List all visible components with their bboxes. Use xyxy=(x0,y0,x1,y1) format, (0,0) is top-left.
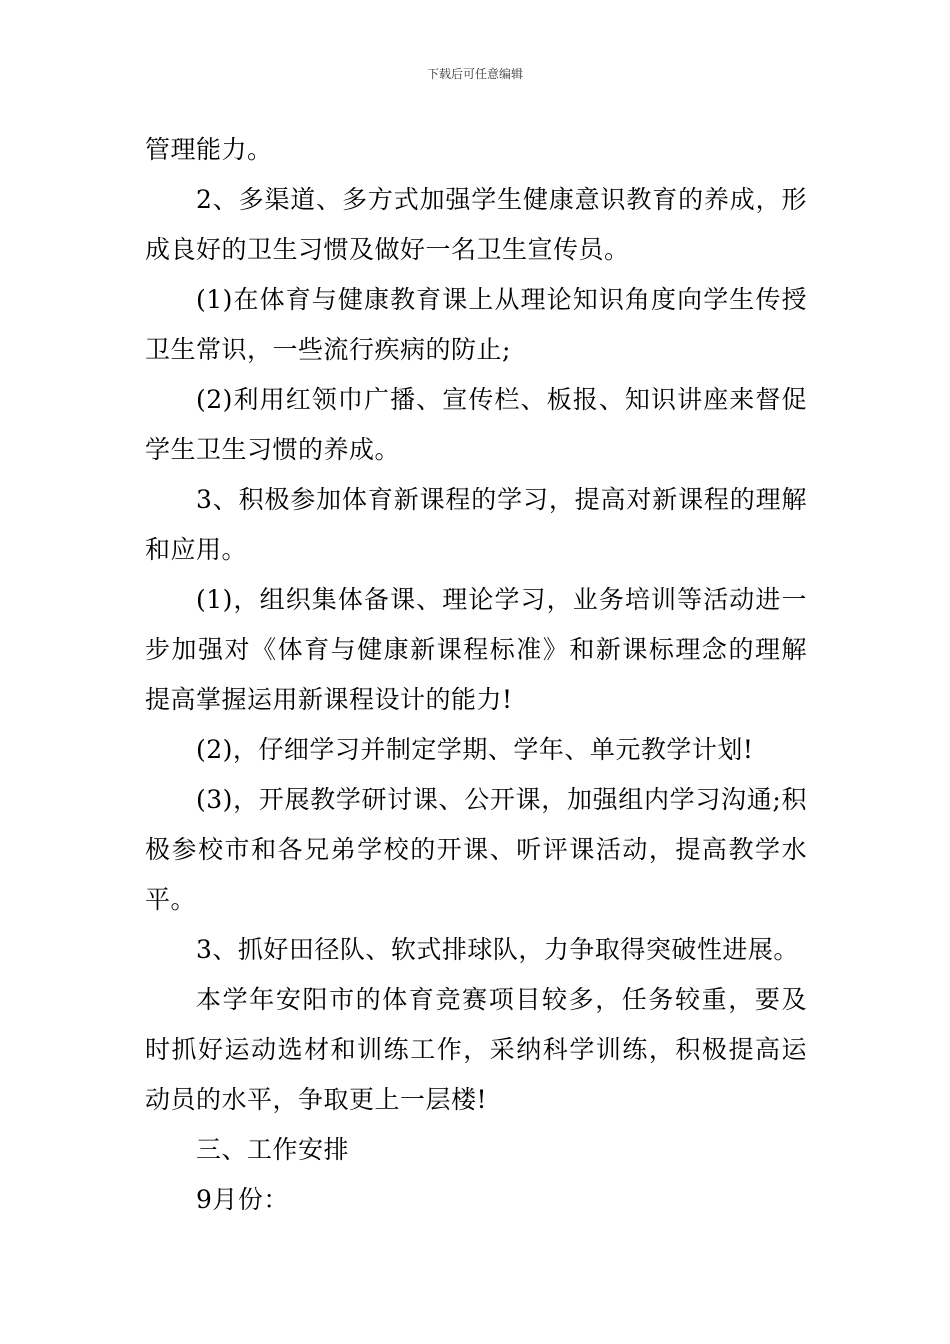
page-header: 下载后可任意编辑 xyxy=(426,67,523,81)
paragraph-subitem-2: (2)利用红领巾广播、宣传栏、板报、知识讲座来督促学生卫生习惯的养成。 xyxy=(145,385,807,464)
paragraph-body: 本学年安阳市的体育竞赛项目较多，任务较重，要及时抓好运动选材和训练工作，采纳科学训练，积极提高运动员的水平，争取更上一层楼! xyxy=(145,985,807,1114)
paragraph-subitem-1: (1)在体育与健康教育课上从理论知识角度向学生传授卫生常识，一些流行疾病的防止; xyxy=(145,285,807,364)
document-body xyxy=(145,125,807,1225)
paragraph-subitem-3b: (3)，开展教学研讨课、公开课，加强组内学习沟通;积极参校市和各兄弟学校的开课、听评课活动，提高教学水平。 xyxy=(145,785,807,914)
month-heading: 9月份： xyxy=(196,1185,289,1214)
paragraph-item-3: 3、积极参加体育新课程的学习，提高对新课程的理解和应用。 xyxy=(145,485,807,564)
paragraph-item-3b: 3、抓好田径队、软式排球队，力争取得突破性进展。 xyxy=(196,935,799,964)
section-heading: 三、工作安排 xyxy=(196,1135,350,1164)
paragraph-subitem-1b: (1)，组织集体备课、理论学习，业务培训等活动进一步加强对《体育与健康新课程标准》和新课标理念的理解提高掌握运用新课程设计的能力! xyxy=(145,585,807,714)
paragraph-continuation: 管理能力。 xyxy=(145,135,273,164)
paragraph-subitem-2b: (2)，仔细学习并制定学期、学年、单元教学计划! xyxy=(196,735,754,764)
paragraph-item-2: 2、多渠道、多方式加强学生健康意识教育的养成，形成良好的卫生习惯及做好一名卫生宣传员。 xyxy=(145,185,807,264)
